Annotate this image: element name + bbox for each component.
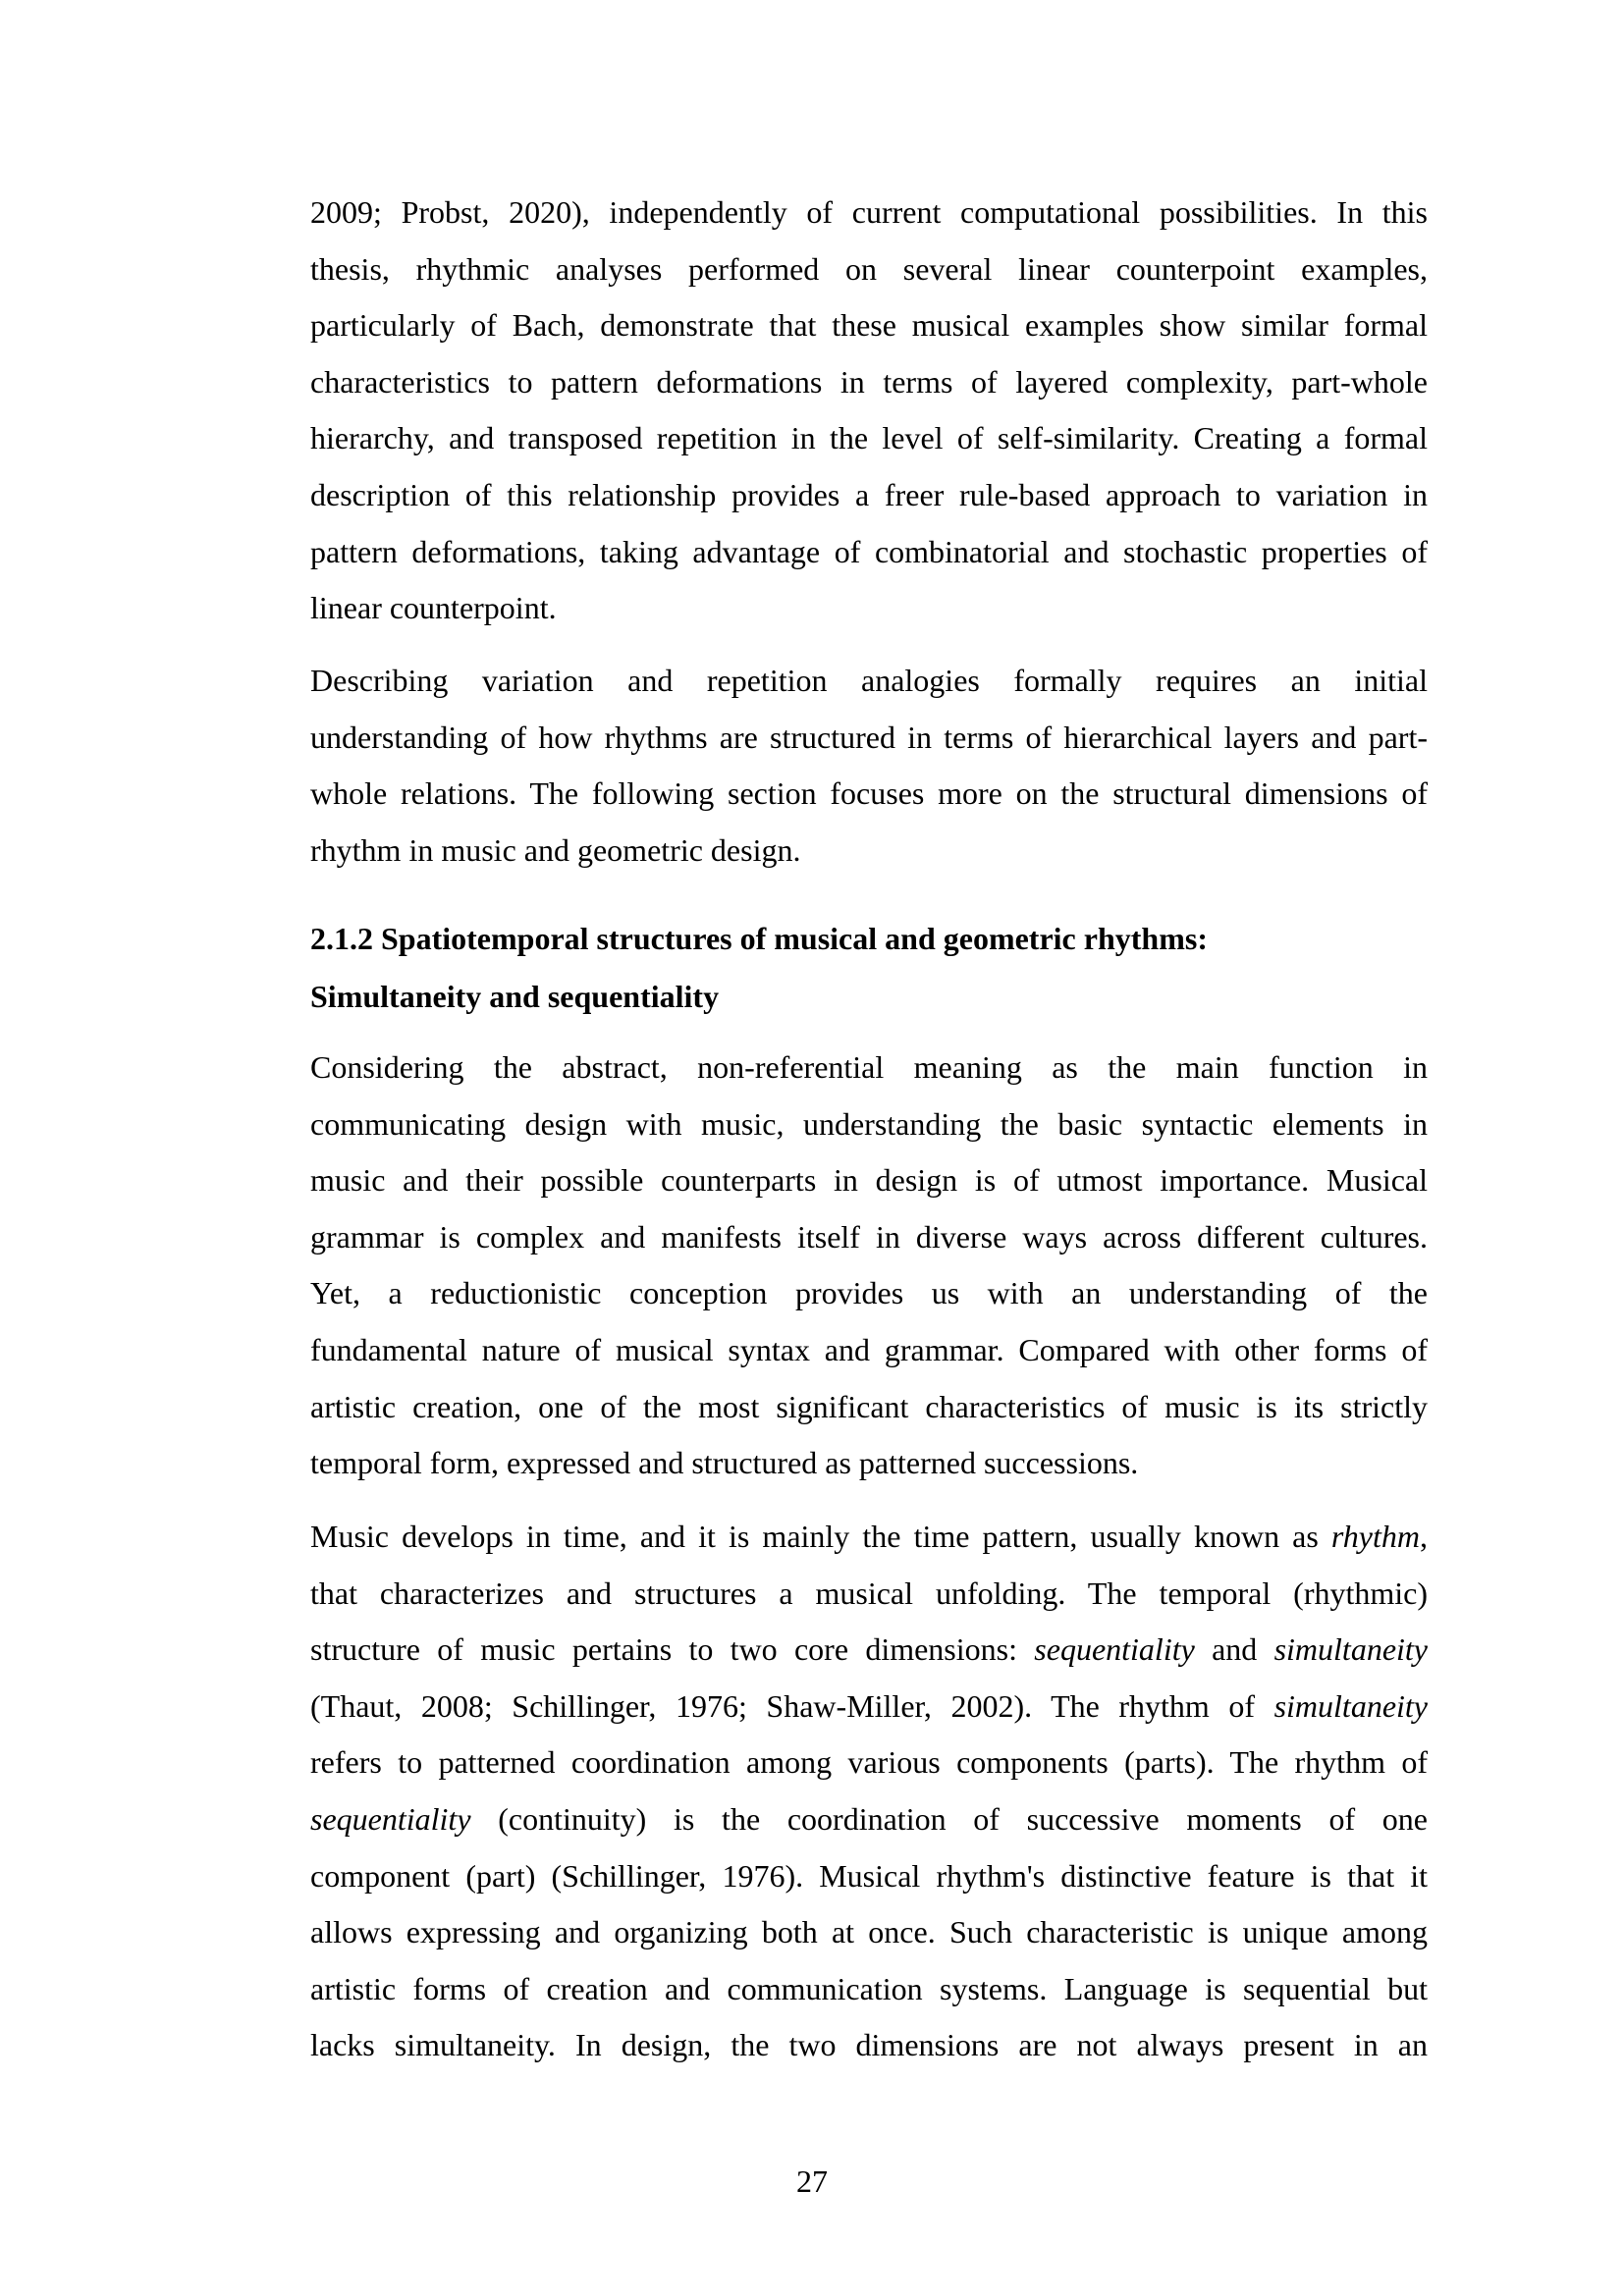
text-run: particularly of Bach, demonstrate that these musical examples show similar formal (310, 307, 1428, 344)
text-run: characteristics to pattern deformations in terms of layered complexity, part-whole (310, 363, 1428, 400)
text-run: (continuity) is the coordination of successive moments of one (470, 1801, 1428, 1837)
text-line (310, 1517, 1428, 1556)
text-line (310, 249, 1428, 289)
text-run: pattern deformations, taking advantage of combinatorial and stochastic properties of (310, 533, 1428, 569)
italic-term: simultaneity (1273, 1687, 1428, 1724)
text-line (310, 1443, 1428, 1482)
page-number: 27 (796, 2163, 828, 2199)
text-run: artistic creation, one of the most significant characteristics of music is its strictly (310, 1388, 1428, 1424)
section-heading-line: 2.1.2 Spatiotemporal structures of musical and geometric rhythms: (310, 921, 1208, 956)
text-run: music and their possible counterparts in design is of utmost importance. Musical (310, 1162, 1428, 1199)
italic-term: sequentiality (1034, 1631, 1195, 1668)
text-line (310, 1047, 1428, 1087)
text-line (310, 718, 1428, 757)
text-line (310, 475, 1428, 514)
text-run: communicating design with music, understanding the basic syntactic elements in (310, 1105, 1428, 1142)
text-line (310, 1574, 1428, 1613)
text-run: fundamental nature of musical syntax and grammar. Compared with other forms of (310, 1332, 1428, 1367)
text-line (310, 1160, 1428, 1200)
text-line (310, 305, 1428, 345)
text-line (310, 1742, 1428, 1782)
text-run: artistic forms of creation and communication systems. Language is sequential but (310, 1970, 1428, 2006)
text-line (310, 1387, 1428, 1426)
text-line (310, 1629, 1428, 1669)
text-run: thesis, rhythmic analyses performed on several linear counterpoint examples, (310, 250, 1428, 287)
text-line (310, 532, 1428, 571)
text-line (310, 418, 1428, 457)
italic-term: simultaneity (1273, 1631, 1428, 1668)
text-run: grammar is complex and manifests itself in diverse ways across different cultures. (310, 1218, 1428, 1255)
text-line (310, 1217, 1428, 1256)
italic-term: rhythm (1330, 1519, 1420, 1554)
text-line (310, 1330, 1428, 1369)
section-heading-line: Simultaneity and sequentiality (310, 979, 720, 1014)
text-line (310, 1969, 1428, 2008)
text-run: structure of music pertains to two core dimensions: (310, 1631, 1035, 1668)
text-run: linear counterpoint. (310, 590, 557, 626)
text-line (310, 588, 1428, 627)
text-run: allows expressing and organizing both at once. Such characteristic is unique among (310, 1914, 1428, 1950)
text-run: hierarchy, and transposed repetition in the level of self-similarity. Creating a formal (310, 420, 1428, 456)
text-run: lacks simultaneity. In design, the two dimensions are not always present in an (310, 2027, 1428, 2063)
text-line (310, 774, 1428, 813)
text-line (310, 1104, 1428, 1144)
text-run: , (1420, 1519, 1428, 1554)
italic-term: sequentiality (310, 1801, 471, 1837)
text-run: Describing variation and repetition analogies formally requires an initial (310, 663, 1428, 698)
text-line (310, 2025, 1428, 2064)
text-line (310, 1686, 1428, 1726)
text-run: understanding of how rhythms are structured in terms of hierarchical layers and part- (310, 719, 1428, 755)
text-line (310, 830, 1428, 870)
text-run: description of this relationship provides a freer rule-based approach to variation in (310, 477, 1428, 512)
text-run: component (part) (Schillinger, 1976). Musical rhythm's distinctive feature is that it (310, 1857, 1428, 1894)
text-run: refers to patterned coordination among various components (parts). The rhythm of (310, 1744, 1428, 1781)
text-line (310, 1273, 1428, 1312)
text-run: and (1194, 1631, 1274, 1668)
text-line (310, 661, 1428, 700)
text-line (310, 192, 1428, 232)
text-run: rhythm in music and geometric design. (310, 831, 801, 868)
text-run: that characterizes and structures a musical unfolding. The temporal (rhythmic) (310, 1575, 1428, 1611)
text-run: 2009; Probst, 2020), independently of current computational possibilities. In this (310, 194, 1428, 230)
text-run: Yet, a reductionistic conception provides us with an understanding of the (310, 1275, 1428, 1311)
text-line (310, 1799, 1428, 1839)
text-line (310, 1912, 1428, 1951)
text-run: Music develops in time, and it is mainly the time pattern, usually known as (310, 1519, 1331, 1554)
text-line (310, 362, 1428, 401)
text-run: temporal form, expressed and structured as patterned successions. (310, 1445, 1139, 1481)
text-run: Considering the abstract, non-referential meaning as the main function in (310, 1049, 1428, 1085)
text-run: whole relations. The following section focuses more on the structural dimensions of (310, 775, 1428, 812)
text-run: (Thaut, 2008; Schillinger, 1976; Shaw-Miller, 2002). The rhythm of (310, 1687, 1274, 1724)
text-line (310, 1856, 1428, 1896)
